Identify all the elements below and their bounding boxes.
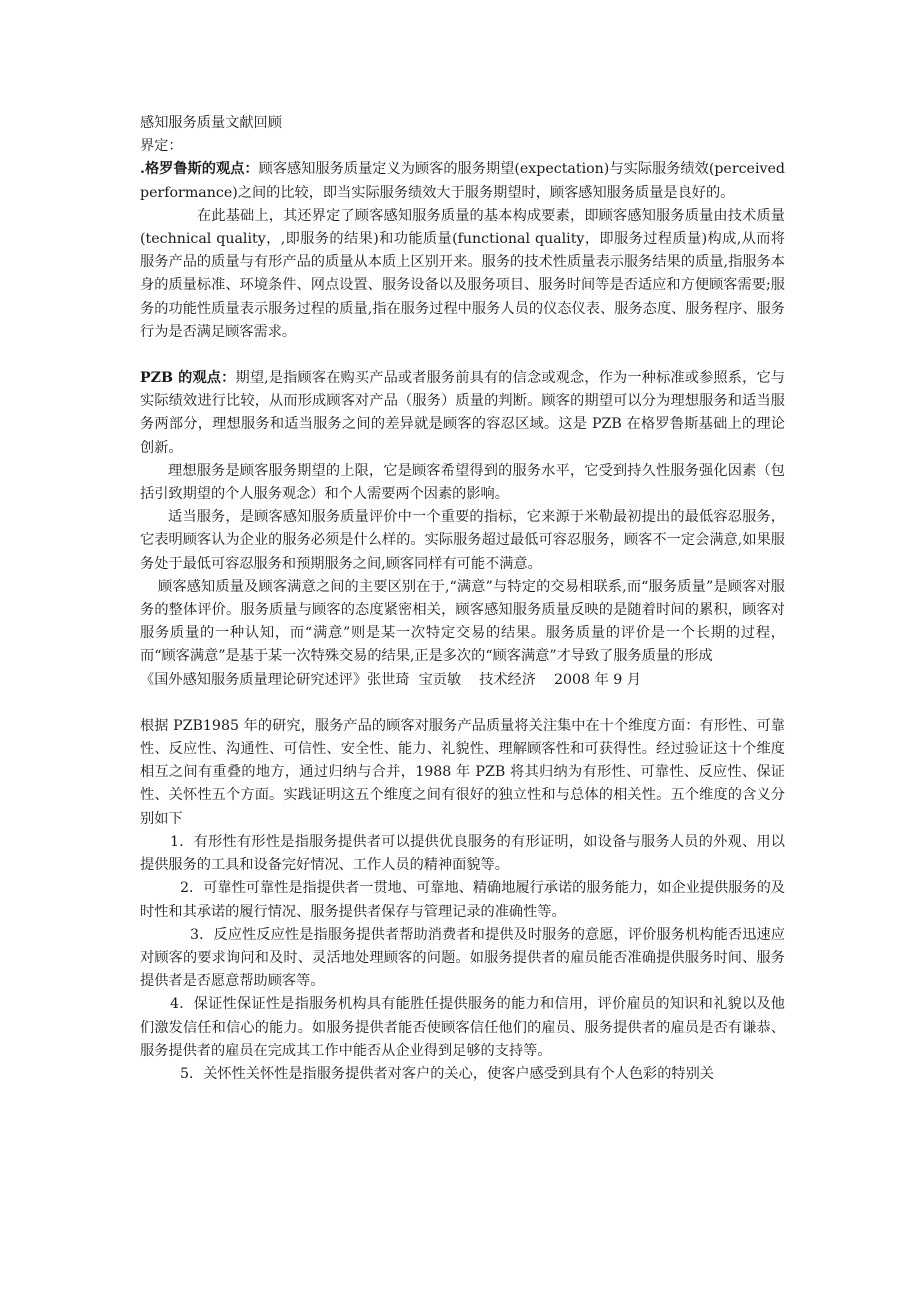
paragraph-pzb [140, 367, 785, 460]
reference-citation: 《国外感知服务质量理论研究述评》张世琦 宝贡敏 技术经济 2008 年 9 月 [140, 671, 642, 688]
gronroos-body: 顾客感知服务质量定义为顾客的服务期望(expectation)与实际服务绩效(perceived performance)之间的比较，即当实际服务绩效大于服务期望时，顾客感知服务质量是良好的。 [140, 161, 785, 201]
paragraph-dimensions: 根据 PZB1985 年的研究，服务产品的顾客对服务产品质量将关注集中在十个维度方面：有形性、可靠性、反应性、沟通性、可信性、安全性、能力、礼貌性、理解顾客性和可获得性。经过验证这十个维度相互之间有重叠的地方，通过归纳与合并，1988 年 PZB 将其归纳为有形性、可靠性、反应性、保证性、关怀性五个方面。实践证明这五个维度之间有很好的独立性和与总体的相关性。五个维度的含义分别如下 [140, 717, 785, 827]
paragraph-ideal-service: 理想服务是顾客服务期望的上限，它是顾客希望得到的服务水平，它受到持久性服务强化因素（包括引致期望的个人服务观念）和个人需要两个因素的影响。 [140, 462, 785, 503]
list-item-tangibility: 1．有形性有形性是指服务提供者可以提供优良服务的有形证明，如设备与服务人员的外观、用以提供服务的工具和设备完好情况、工作人员的精神面貌等。 [140, 833, 785, 874]
blank-line [140, 692, 785, 715]
pzb-lead: PZB 的观点： [140, 370, 236, 387]
gronroos-lead: .格罗鲁斯的观点： [140, 161, 259, 178]
list-item-empathy: 5．关怀性关怀性是指服务提供者对客户的关心，使客户感受到具有个人色彩的特别关 [180, 1065, 714, 1082]
paragraph-adequate-service: 适当服务，是顾客感知服务质量评价中一个重要的指标，它来源于米勒最初提出的最低容忍服务，它表明顾客认为企业的服务必须是什么样的。实际服务超过最低可容忍服务，顾客不一定会满意,如果服务处于最低可容忍服务和预期服务之间,顾客同样有可能不满意。 [140, 509, 785, 572]
paragraph-gronroos [140, 158, 785, 204]
paragraph-components: 在此基础上，其还界定了顾客感知服务质量的基本构成要素，即顾客感知服务质量由技术质量(technical quality，,即服务的结果)和功能质量(functional quality，即服务过程质量)构成,从而将服务产品的质量与有形产品的质量从本质上区别开来。服务的技术性质量表示服务结果的质量,指服务本身的质量标准、环境条件、网点设置、服务设备以及服务项目、服务时间等是否适应和方便顾客需要;服务的功能性质量表示服务过程的质量,指在服务过程中服务人员的仪态仪表、服务态度、服务程序、服务行为是否满足顾客需求。 [140, 207, 785, 340]
list-item-responsiveness: 3．反应性反应性是指服务提供者帮助消费者和提供及时服务的意愿，评价服务机构能否迅速应对顾客的要求询问和及时、灵活地处理顾客的问题。如服务提供者的雇员能否准确提供服务时间、服务提供者是否愿意帮助顾客等。 [140, 926, 785, 990]
pzb-body: 期望,是指顾客在购买产品或者服务前具有的信念或观念，作为一种标准或参照系，它与实际绩效进行比较，从而形成顾客对产品（服务）质量的判断。顾客的期望可以分为理想服务和适当服务两部分，理想服务和适当服务之间的差异就是顾客的容忍区域。这是 PZB 在格罗鲁斯基础上的理论创新。 [140, 370, 785, 456]
definition-label: 界定： [140, 138, 183, 155]
list-item-assurance: 4．保证性保证性是指服务机构具有能胜任提供服务的能力和信用，评价雇员的知识和礼貌以及他们激发信任和信心的能力。如服务提供者能否使顾客信任他们的雇员、服务提供者的雇员是否有谦恭、服务提供者的雇员在完成其工作中能否从企业得到足够的支持等。 [140, 996, 785, 1059]
paragraph-satisfaction: 顾客感知质量及顾客满意之间的主要区别在于,“满意”与特定的交易相联系,而“服务质量”是顾客对服务的整体评价。服务质量与顾客的态度紧密相关，顾客感知服务质量反映的是随着时间的累积，顾客对服务质量的一种认知，而“满意”则是某一次特定交易的结果。服务质量的评价是一个长期的过程，而“顾客满意”是基于某一次特殊交易的结果,正是多次的“顾客满意”才导致了服务质量的形成 [140, 578, 785, 665]
list-item-reliability: 2．可靠性可靠性是指提供者一贯地、可靠地、精确地履行承诺的服务能力，如企业提供服务的及时性和其承诺的履行情况、服务提供者保存与管理记录的准确性等。 [140, 880, 785, 920]
blank-line [140, 344, 785, 367]
document-page [140, 112, 785, 1086]
doc-title: 感知服务质量文献回顾 [140, 115, 282, 131]
